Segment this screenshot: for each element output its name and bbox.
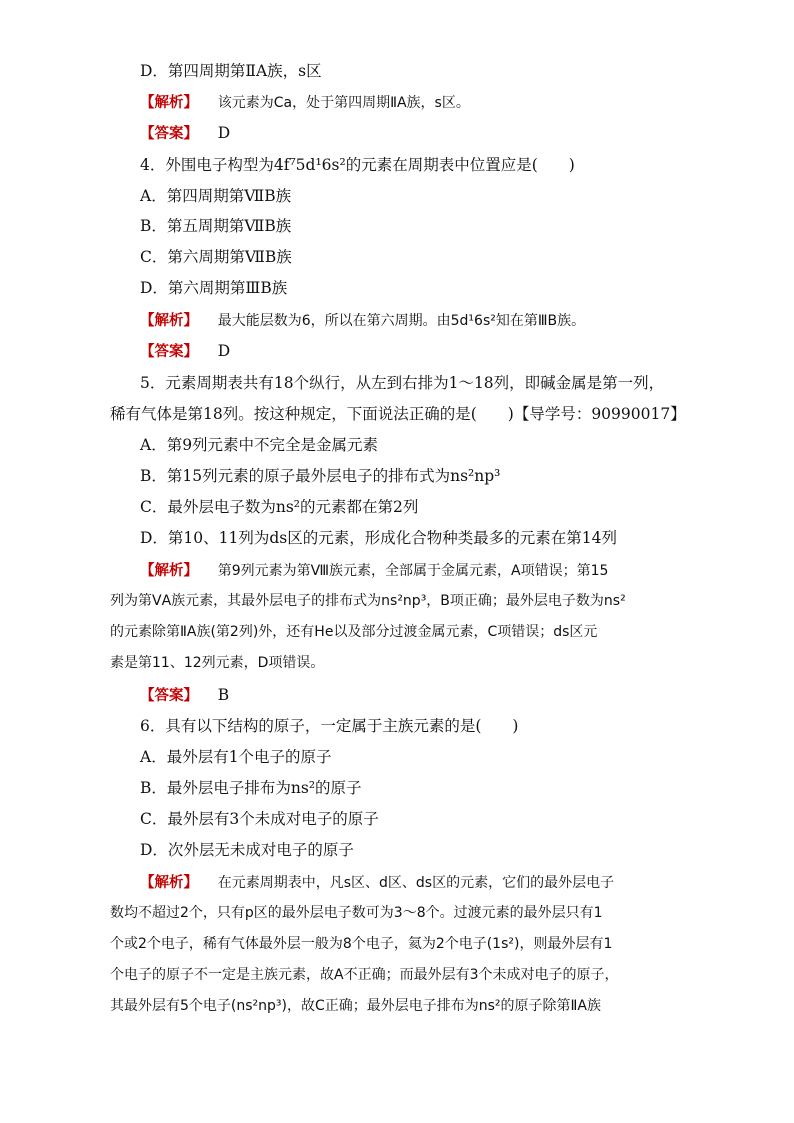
analysis-tag: 【解析】 xyxy=(140,875,198,891)
option-d-q3: D．第四周期第ⅡA族，s区 xyxy=(140,62,322,80)
analysis-tag: 【解析】 xyxy=(140,313,198,329)
analysis-q6-line3: 个或2个电子，稀有气体最外层一般为8个电子，氦为2个电子(1s²)，则最外层有1 xyxy=(110,936,613,952)
answer-q5 xyxy=(140,685,229,706)
analysis-tag: 【解析】 xyxy=(140,563,198,579)
answer-text: D xyxy=(217,124,231,142)
answer-q4 xyxy=(140,341,230,362)
analysis-text: 最大能层数为6，所以在第六周期。由5d¹6s²知在第ⅢB族。 xyxy=(217,313,586,329)
option-d-q4: D．第六周期第ⅢB族 xyxy=(140,279,288,297)
option-b-q4: B．第五周期第ⅦB族 xyxy=(140,217,292,235)
answer-tag: 【答案】 xyxy=(140,344,198,360)
answer-tag: 【答案】 xyxy=(140,688,198,704)
analysis-q6-line4: 个电子的原子不一定是主族元素，故A不正确；而最外层有3个未成对电子的原子， xyxy=(110,967,619,983)
analysis-q6-line1 xyxy=(140,872,614,893)
analysis-q6-line2: 数均不超过2个，只有p区的最外层电子数可为3～8个。过渡元素的最外层只有1 xyxy=(110,905,603,921)
analysis-text: 在元素周期表中，凡s区、d区、ds区的元素，它们的最外层电子 xyxy=(217,875,615,891)
option-c-q4: C．第六周期第ⅦB族 xyxy=(140,248,292,266)
option-a-q5: A．第9列元素中不完全是金属元素 xyxy=(140,436,379,454)
option-d-q6: D．次外层无未成对电子的原子 xyxy=(140,841,354,859)
analysis-q4 xyxy=(140,310,585,331)
answer-q3 xyxy=(140,123,230,144)
analysis-q5-line2: 列为第ⅤA族元素，其最外层电子的排布式为ns²np³，B项正确；最外层电子数为ns² xyxy=(110,593,626,609)
analysis-q5-line1 xyxy=(140,560,608,581)
option-b-q5: B．第15列元素的原子最外层电子的排布式为ns²np³ xyxy=(140,467,501,485)
question-4: 4．外围电子构型为4f⁷5d¹6s²的元素在周期表中位置应是( ) xyxy=(140,156,575,174)
option-a-q4: A．第四周期第ⅦB族 xyxy=(140,187,292,205)
question-5-line1: 5．元素周期表共有18个纵行，从左到右排为1～18列，即碱金属是第一列， xyxy=(140,374,665,392)
analysis-tag: 【解析】 xyxy=(140,95,198,111)
analysis-q5-line3: 的元素除第ⅡA族(第2列)外，还有He以及部分过渡金属元素，C项错误；ds区元 xyxy=(110,624,598,640)
analysis-q5-line4: 素是第11、12列元素，D项错误。 xyxy=(110,655,325,671)
analysis-text: 该元素为Ca，处于第四周期ⅡA族，s区。 xyxy=(217,95,470,111)
question-5-line2: 稀有气体是第18列。按这种规定，下面说法正确的是( )【导学号：90990017】 xyxy=(110,405,686,423)
option-d-q5: D．第10、11列为ds区的元素，形成化合物种类最多的元素在第14列 xyxy=(140,529,617,547)
answer-tag: 【答案】 xyxy=(140,126,198,142)
option-a-q6: A．最外层有1个电子的原子 xyxy=(140,748,332,766)
option-b-q6: B．最外层电子排布为ns²的原子 xyxy=(140,779,362,797)
analysis-q6-line5: 其最外层有5个电子(ns²np³)，故C正确；最外层电子排布为ns²的原子除第ⅡA族 xyxy=(110,998,602,1014)
analysis-text: 第9列元素为第Ⅷ族元素，全部属于金属元素，A项错误；第15 xyxy=(217,563,609,579)
answer-text: D xyxy=(217,342,231,360)
option-c-q6: C．最外层有3个未成对电子的原子 xyxy=(140,810,379,828)
question-6: 6．具有以下结构的原子，一定属于主族元素的是( ) xyxy=(140,717,519,735)
answer-text: B xyxy=(217,686,230,704)
analysis-q3 xyxy=(140,92,470,113)
option-c-q5: C．最外层电子数为ns²的元素都在第2列 xyxy=(140,498,419,516)
